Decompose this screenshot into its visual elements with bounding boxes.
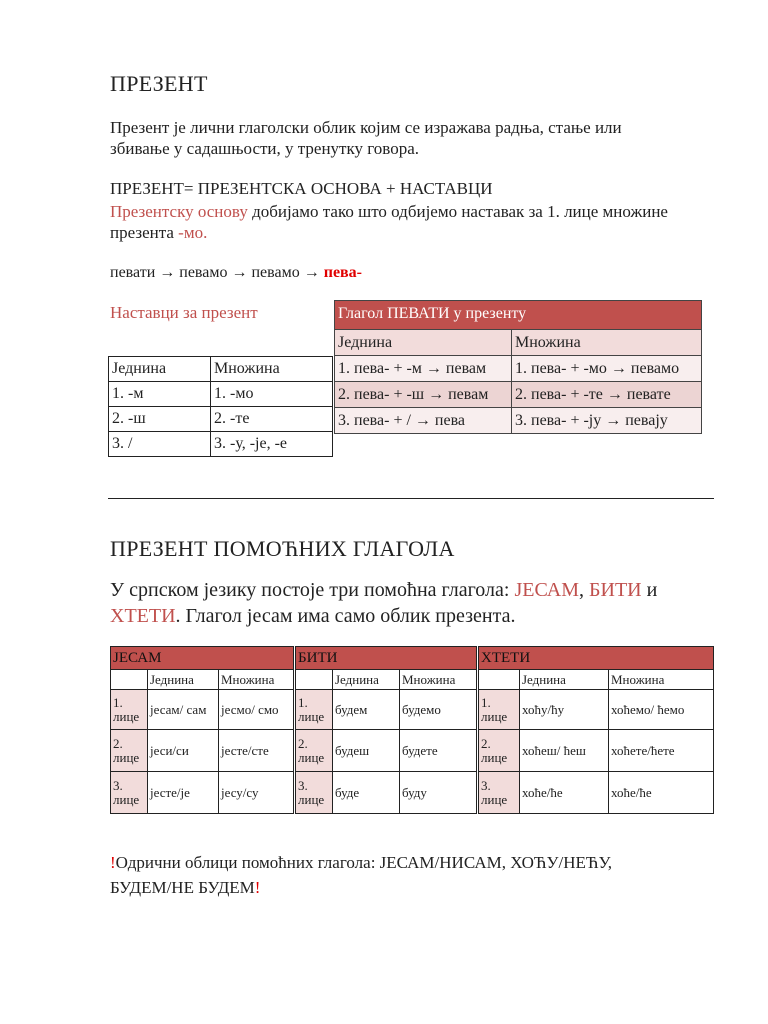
formula-line: ПРЕЗЕНТ= ПРЕЗЕНТСКА ОСНОВА + НАСТАВЦИ bbox=[110, 179, 493, 198]
table-cell: јесам/ сам bbox=[148, 690, 219, 730]
table-row bbox=[335, 330, 702, 356]
table-cell: 3. / bbox=[109, 432, 211, 457]
pevati-table bbox=[334, 300, 702, 434]
table-title: Глагол ПЕВАТИ у презенту bbox=[335, 301, 702, 330]
intro-text: . Глагол јесам има само облик презента. bbox=[175, 605, 516, 627]
header-cell: ЈЕСАМ bbox=[111, 647, 294, 670]
row-label: 1. лице bbox=[296, 690, 333, 730]
table-cell: 2. пева- + -ш → певам bbox=[335, 382, 512, 408]
rule-highlight: Презентску основу bbox=[110, 202, 248, 221]
table-row bbox=[335, 382, 702, 408]
table-cell: будем bbox=[333, 690, 400, 730]
header-cell: Једнина bbox=[333, 670, 400, 690]
table-cell: 1. пева- + -мо → певамо bbox=[512, 356, 702, 382]
table-cell: 3. пева- + / → пева bbox=[335, 408, 512, 434]
row-label: 2. лице bbox=[479, 730, 520, 772]
section-divider bbox=[108, 498, 714, 499]
row-label: 2. лице bbox=[296, 730, 333, 772]
table-row bbox=[109, 382, 333, 407]
row-label: 1. лице bbox=[111, 690, 148, 730]
table-row bbox=[111, 670, 714, 690]
header-cell: Множина bbox=[512, 330, 702, 356]
row-label: 1. лице bbox=[479, 690, 520, 730]
table-cell: 3. пева- + -ју → певају bbox=[512, 408, 702, 434]
table-row bbox=[335, 356, 702, 382]
table-row bbox=[111, 647, 714, 670]
header-cell: Једнина bbox=[335, 330, 512, 356]
table-cell: јесмо/ смо bbox=[219, 690, 294, 730]
table-cell: хоће/ће bbox=[520, 772, 609, 814]
table-cell: хоће/ће bbox=[609, 772, 714, 814]
row-label: 3. лице bbox=[296, 772, 333, 814]
table-cell: будеш bbox=[333, 730, 400, 772]
intro-paragraph bbox=[110, 577, 710, 629]
table-cell: буде bbox=[333, 772, 400, 814]
endings-title: Наставци за презент bbox=[110, 303, 258, 322]
table-cell bbox=[296, 670, 333, 690]
table-cell: хоћете/ћете bbox=[609, 730, 714, 772]
example-chain: певати → певамо → певамо → bbox=[110, 264, 324, 281]
header-cell: Једнина bbox=[520, 670, 609, 690]
table-row bbox=[335, 301, 702, 330]
rule-text: добијамо тако што одбијемо наставак за 1. лице множине презента bbox=[110, 202, 668, 242]
intro-sep: и bbox=[641, 579, 658, 601]
exclamation-mark: ! bbox=[110, 853, 116, 872]
header-cell: Множина bbox=[211, 357, 333, 382]
table-cell: хоћеш/ ћеш bbox=[520, 730, 609, 772]
row-label: 3. лице bbox=[111, 772, 148, 814]
intro-sep: , bbox=[579, 579, 590, 601]
table-cell: јесте/сте bbox=[219, 730, 294, 772]
page-title: ПРЕЗЕНТ bbox=[110, 71, 208, 96]
header-cell: Множина bbox=[609, 670, 714, 690]
table-cell: будете bbox=[400, 730, 477, 772]
row-label: 2. лице bbox=[111, 730, 148, 772]
table-cell: хоћемо/ ћемо bbox=[609, 690, 714, 730]
table-cell: 2. -ш bbox=[109, 407, 211, 432]
auxiliary-verbs-table bbox=[110, 646, 714, 814]
header-cell: ХТЕТИ bbox=[479, 647, 714, 670]
table-cell: 1. -мо bbox=[211, 382, 333, 407]
header-cell: Множина bbox=[219, 670, 294, 690]
table-cell: будемо bbox=[400, 690, 477, 730]
header-cell: Множина bbox=[400, 670, 477, 690]
rule-suffix: -мо. bbox=[178, 223, 208, 242]
exclamation-mark: ! bbox=[254, 878, 261, 897]
table-cell: јеси/си bbox=[148, 730, 219, 772]
note-text: Одрични облици помоћних глагола: ЈЕСАМ/НИСАМ, ХОЋУ/НЕЋУ, БУДЕМ/НЕ БУДЕМ bbox=[110, 853, 613, 897]
table-row bbox=[111, 772, 714, 814]
row-label: 3. лице bbox=[479, 772, 520, 814]
table-cell bbox=[479, 670, 520, 690]
table-row bbox=[109, 407, 333, 432]
endings-table bbox=[108, 356, 333, 457]
note-paragraph bbox=[110, 850, 670, 900]
table-row bbox=[111, 730, 714, 772]
rule-paragraph bbox=[110, 201, 670, 243]
example-result: пева- bbox=[323, 264, 363, 281]
header-cell: Једнина bbox=[148, 670, 219, 690]
table-cell: 2. пева- + -те → певате bbox=[512, 382, 702, 408]
verb-jesam: ЈЕСАМ bbox=[514, 579, 580, 601]
definition-paragraph: Презент је лични глаголски облик којим се изражава радња, стање или збивање у садашњости, у тренутку говора. bbox=[110, 118, 622, 158]
example-line bbox=[110, 262, 362, 283]
table-cell: 1. -м bbox=[109, 382, 211, 407]
header-cell: БИТИ bbox=[296, 647, 477, 670]
header-cell: Једнина bbox=[109, 357, 211, 382]
intro-text: У српском језику постоје три помоћна глагола: bbox=[110, 579, 515, 601]
table-cell: 3. -у, -је, -е bbox=[211, 432, 333, 457]
table-row bbox=[111, 690, 714, 730]
table-cell bbox=[111, 670, 148, 690]
table-cell: хоћу/ћу bbox=[520, 690, 609, 730]
table-cell: јесте/је bbox=[148, 772, 219, 814]
section-title: ПРЕЗЕНТ ПОМОЋНИХ ГЛАГОЛА bbox=[110, 536, 455, 561]
table-row bbox=[109, 357, 333, 382]
table-cell: 1. пева- + -м → певам bbox=[335, 356, 512, 382]
verb-biti: БИТИ bbox=[589, 579, 642, 601]
table-cell: 2. -те bbox=[211, 407, 333, 432]
verb-hteti: ХТЕТИ bbox=[110, 605, 176, 627]
table-row bbox=[109, 432, 333, 457]
table-row bbox=[335, 408, 702, 434]
table-cell: буду bbox=[400, 772, 477, 814]
table-cell: јесу/су bbox=[219, 772, 294, 814]
